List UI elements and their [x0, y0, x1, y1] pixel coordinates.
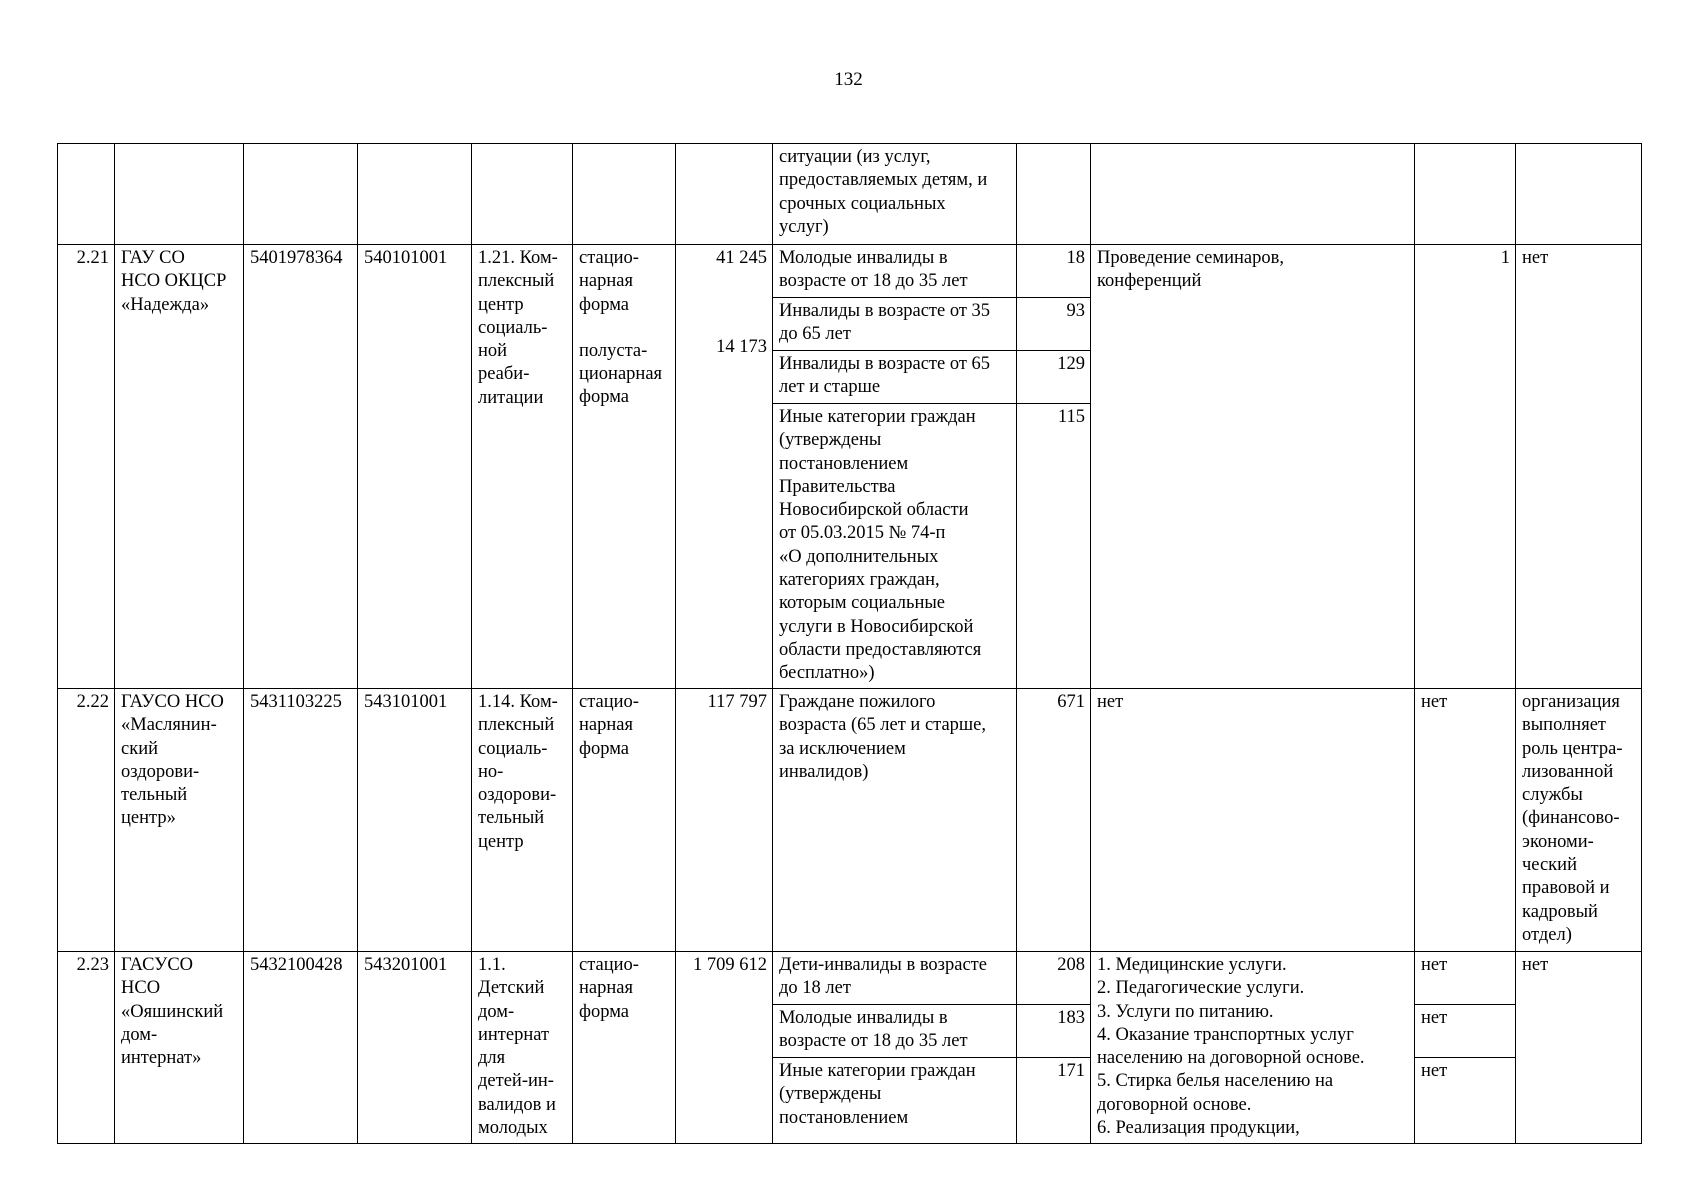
recipient-count: 171: [1017, 1058, 1091, 1144]
amount-1: 41 245: [716, 248, 767, 268]
cell: [472, 144, 573, 245]
additional-services: 1. Медицинские услуги. 2. Педагогические услуги. 3. Услуги по питанию. 4. Оказание транспортных услуг населению на договорной основе. 5. Стирка белья населению на договорной основе. 6. Реализация продукции,: [1091, 952, 1415, 1144]
kpp: 543101001: [358, 689, 472, 952]
service-form: [573, 245, 676, 689]
service-form: стацио- нарная форма: [573, 689, 676, 952]
row-number: 2.21: [58, 245, 115, 689]
service-form-1: стацио- нарная форма: [579, 248, 639, 315]
recipient-count: 208: [1017, 952, 1091, 1005]
service-form: стацио- нарная форма: [573, 952, 676, 1144]
row-number: 2.23: [58, 952, 115, 1144]
table-row: [58, 952, 1642, 1005]
organization-type: 1.1. Детский дом- интернат для детей-ин- валидов и молодых: [472, 952, 573, 1144]
additional-services: нет: [1091, 689, 1415, 952]
cell: [1091, 144, 1415, 245]
table-row: [58, 245, 1642, 298]
table-row: [58, 689, 1642, 952]
service-form-2: полуста- ционарная форма: [579, 340, 663, 408]
recipient-category: Иные категории граждан (утверждены постановлением: [773, 1058, 1017, 1144]
amount: 117 797: [676, 689, 773, 952]
recipient-count: 129: [1017, 351, 1091, 404]
cell: [1017, 144, 1091, 245]
recipient-count: 183: [1017, 1005, 1091, 1058]
amount: 1 709 612: [676, 952, 773, 1144]
col-12: 1: [1415, 245, 1516, 689]
recipient-category: Инвалиды в возрасте от 65 лет и старше: [773, 351, 1017, 404]
cell: [676, 144, 773, 245]
cell: [573, 144, 676, 245]
recipient-count: 115: [1017, 404, 1091, 689]
col-13: нет: [1516, 952, 1642, 1144]
inn: 5431103225: [244, 689, 358, 952]
table-row: [58, 144, 1642, 245]
organization-name: ГАУ СО НСО ОКЦСР «Надежда»: [115, 245, 244, 689]
recipient-category: Инвалиды в возрасте от 35 до 65 лет: [773, 298, 1017, 351]
recipient-count: 93: [1017, 298, 1091, 351]
cell: [244, 144, 358, 245]
inn: 5432100428: [244, 952, 358, 1144]
institutions-table: [57, 143, 1642, 1144]
amount: [676, 245, 773, 689]
additional-services: Проведение семинаров, конференций: [1091, 245, 1415, 689]
cell: [58, 144, 115, 245]
col-12: нет: [1415, 952, 1516, 1005]
recipient-category: Молодые инвалиды в возрасте от 18 до 35 лет: [773, 245, 1017, 298]
recipient-category: Граждане пожилого возраста (65 лет и старше, за исключением инвалидов): [773, 689, 1017, 952]
recipient-category: Иные категории граждан (утверждены постановлением Правительства Новосибирской области от 05.03.2015 № 74-п «О дополнительных категориях граждан, которым социальные услуги в Новосибирской области предоставляются бесплатно»): [773, 404, 1017, 689]
row-number: 2.22: [58, 689, 115, 952]
organization-type: 1.14. Ком- плексный социаль- но- оздорови- тельный центр: [472, 689, 573, 952]
col-12: нет: [1415, 1005, 1516, 1058]
organization-name: ГАУСО НСО «Маслянин- ский оздорови- тельный центр»: [115, 689, 244, 952]
cell: [1415, 144, 1516, 245]
kpp: 540101001: [358, 245, 472, 689]
organization-name: ГАСУСО НСО «Ояшинский дом- интернат»: [115, 952, 244, 1144]
col-12: нет: [1415, 1058, 1516, 1144]
recipient-category: Молодые инвалиды в возрасте от 18 до 35 лет: [773, 1005, 1017, 1058]
recipient-count: 671: [1017, 689, 1091, 952]
recipient-category: ситуации (из услуг, предоставляемых детям, и срочных социальных услуг): [773, 144, 1017, 245]
cell: [1516, 144, 1642, 245]
col-13: нет: [1516, 245, 1642, 689]
col-13: организация выполняет роль центра- лизованной службы (финансово- экономи- ческий правовой и кадровый отдел): [1516, 689, 1642, 952]
organization-type: 1.21. Ком- плексный центр социаль- ной реаби- литации: [472, 245, 573, 689]
amount-2: 14 173: [716, 337, 767, 358]
cell: [358, 144, 472, 245]
recipient-count: 18: [1017, 245, 1091, 298]
page-number: 132: [834, 69, 863, 90]
recipient-category: Дети-инвалиды в возрасте до 18 лет: [773, 952, 1017, 1005]
col-12: нет: [1415, 689, 1516, 952]
kpp: 543201001: [358, 952, 472, 1144]
inn: 5401978364: [244, 245, 358, 689]
cell: [115, 144, 244, 245]
